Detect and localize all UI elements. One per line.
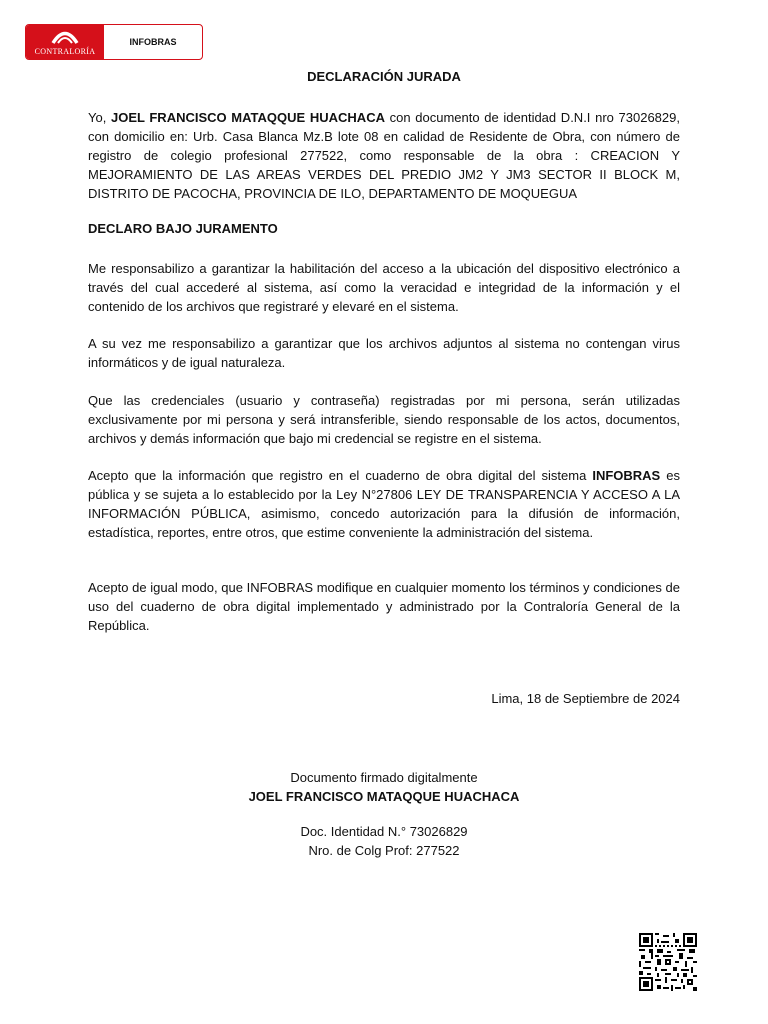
contraloria-logo [26,25,104,59]
intro-paragraph [88,108,680,203]
doc-id: Doc. Identidad N.° 73026829 [300,824,468,839]
paragraph-4-prefix: Acepto que la información que registro en el cuaderno de obra digital del sistema [88,468,593,483]
intro-prefix: Yo, [88,110,111,125]
paragraph-3: Que las credenciales (usuario y contraseña) registradas por mi persona, serán utilizadas exclusivamente por mi persona y será intransferible, siendo responsable de los actos, documentos, archivos y demás información que bajo mi credencial se registre en el sistema. [88,393,680,446]
colegiatura: Nro. de Colg Prof: 277522 [308,843,460,858]
contraloria-emblem-icon [50,28,80,46]
declarant-name: JOEL FRANCISCO MATAQQUE HUACHACA [110,110,385,125]
paragraph-4-rest: es pública y se sujeta a lo establecido por la Ley N°27806 LEY DE TRANSPARENCIA Y ACCESO A LA INFORMACIÓN PÚBLICA, asimismo, concedo autorización para la difusión de información, estadística, reportes, entre otros, que estime conveniente la administración del sistema. [88,468,680,540]
logo-text: CONTRALORÍA [34,47,96,56]
header-banner [25,24,203,60]
paragraph-5: Acepto de igual modo, que INFOBRAS modifique en cualquier momento los términos y condiciones de uso del cuaderno de obra digital implementado y administrado por la Contraloría General de la República. [88,580,680,633]
intro-rest: con documento de identidad D.N.I nro 73026829, con domicilio en: Urb. Casa Blanca Mz.B lote 08 en calidad de Residente de Obra, con número de registro de colegio profesional 277522, como responsable de la obra : CREACION Y MEJORAMIENTO DE LAS AREAS VERDES DEL PREDIO JM2 Y JM3 SECTOR II BLOCK M, DISTRITO DE PACOCHA, PROVINCIA DE ILO, DEPARTAMENTO DE MOQUEGUA [88,110,680,201]
paragraph-4 [88,466,680,542]
document-title: DECLARACIÓN JURADA [307,69,461,84]
declaration-heading: DECLARO BAJO JURAMENTO [88,221,278,236]
paragraph-2: A su vez me responsabilizo a garantizar que los archivos adjuntos al sistema no contengan virus informáticos y de igual naturaleza. [88,336,680,370]
place-date: Lima, 18 de Septiembre de 2024 [491,691,680,706]
signed-label: Documento firmado digitalmente [290,770,478,785]
app-name: INFOBRAS [129,37,177,47]
paragraph-4-bold: INFOBRAS [592,468,661,483]
paragraph-1: Me responsabilizo a garantizar la habilitación del acceso a la ubicación del dispositivo electrónico a través del cual accederé al sistema, así como la veracidad e integridad de la información y el contenido de los archivos que registraré y elevaré en el sistema. [88,261,680,314]
signer-name: JOEL FRANCISCO MATAQQUE HUACHACA [248,789,520,804]
qr-code-icon [639,933,697,991]
